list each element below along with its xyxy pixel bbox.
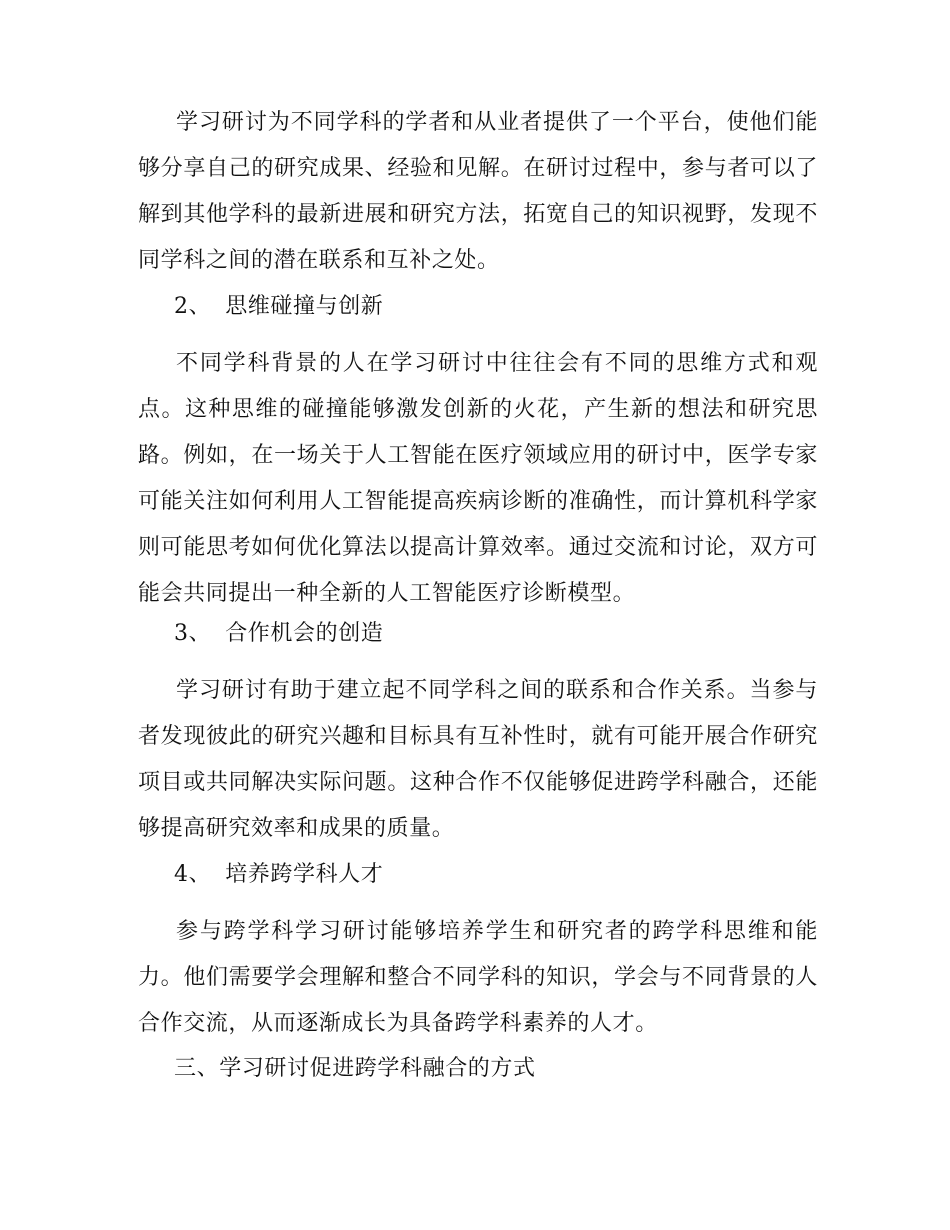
section-number: 2、 [174,294,212,319]
section-title: 培养跨学科人才 [225,862,384,887]
section-number: 3、 [174,621,212,646]
section-title: 思维碰撞与创新 [225,294,384,319]
section-heading-3 [174,611,383,657]
paragraph-cooperation: 学习研讨有助于建立起不同学科之间的联系和合作关系。当参与者发现彼此的研究兴趣和目标具有互补性时，就有可能开展合作研究项目或共同解决实际问题。这种合作不仅能够促进跨学科融合，还能够提高研究效率和成果的质量。 [138,678,818,841]
section-heading-4 [174,852,383,898]
section-heading-2 [174,284,383,330]
paragraph-talent-cultivation: 参与跨学科学习研讨能够培养学生和研究者的跨学科思维和能力。他们需要学会理解和整合不同学科的知识，学会与不同背景的人合作交流，从而逐渐成长为具备跨学科素养的人才。 [138,919,818,1036]
paragraph-thinking-collision: 不同学科背景的人在学习研讨中往往会有不同的思维方式和观点。这种思维的碰撞能够激发创新的火花，产生新的想法和研究思路。例如，在一场关于人工智能在医疗领域应用的研讨中，医学专家可能关注如何利用人工智能提高疾病诊断的准确性，而计算机科学家则可能思考如何优化算法以提高计算效率。通过交流和讨论，双方可能会共同提出一种全新的人工智能医疗诊断模型。 [138,351,818,606]
chapter-heading-3: 三、学习研讨促进跨学科融合的方式 [174,1056,536,1081]
section-title: 合作机会的创造 [225,621,384,646]
section-number: 4、 [174,862,212,887]
paragraph-platform-exchange: 学习研讨为不同学科的学者和从业者提供了一个平台，使他们能够分享自己的研究成果、经验和见解。在研讨过程中，参与者可以了解到其他学科的最新进展和研究方法，拓宽自己的知识视野，发现不同学科之间的潜在联系和互补之处。 [138,110,818,273]
